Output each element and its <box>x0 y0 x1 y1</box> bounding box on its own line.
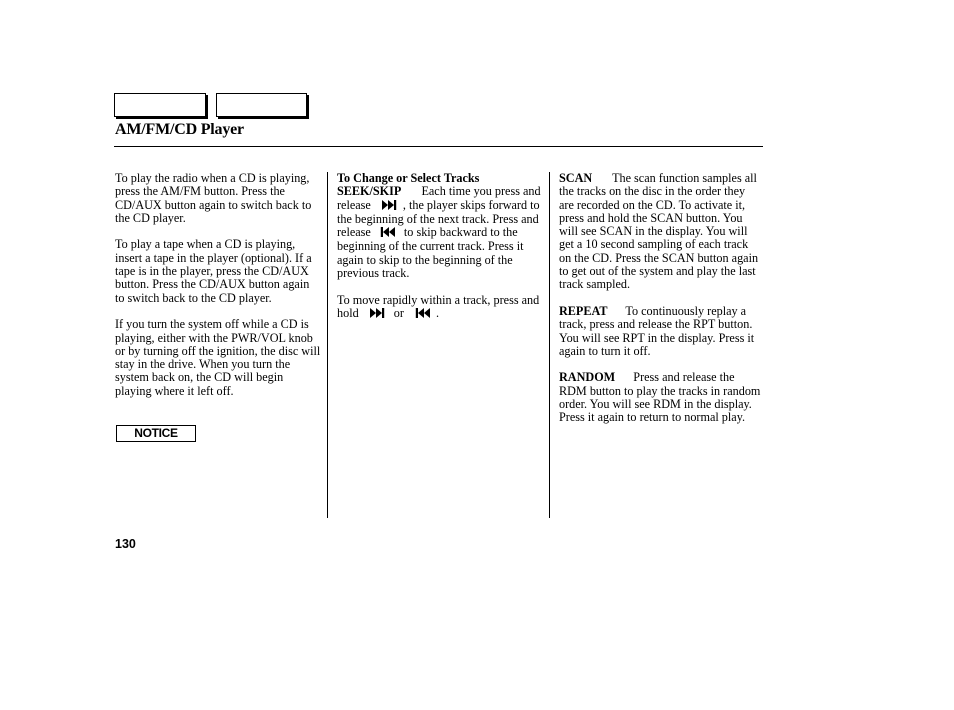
title-divider <box>114 146 763 147</box>
repeat-text: To continuously replay a track, press and release the RPT button. You will see RPT in the display. Press it again to turn it off. <box>559 303 755 358</box>
seek-text-3: to skip backward to the beginning of the current track. Press it again to skip to the beginning of the previous track. <box>337 225 524 281</box>
section-tab-1 <box>114 93 206 117</box>
skip-back-icon <box>415 308 430 321</box>
repeat-label: REPEAT <box>559 303 608 318</box>
radio-paragraph: To play the radio when a CD is playing, press the AM/FM button. Press the CD/AUX button again to switch back to the CD player. <box>115 171 312 225</box>
section-tab-2 <box>216 93 307 117</box>
scan-text: The scan function samples all the tracks on the disc in the order they are recorded on the CD. To activate it, press and hold the SCAN button. You will see SCAN in the display. You will get a 10 second sampling of each track on the CD. Press the SCAN button again to get out of the system and play the last track sampled. <box>559 171 759 292</box>
column-1 <box>115 172 321 411</box>
column-3 <box>559 172 763 438</box>
move-end: . <box>435 305 440 320</box>
scan-label: SCAN <box>559 171 593 185</box>
system-off-paragraph: If you turn the system off while a CD is playing, either with the PWR/VOL knob or by turning off the ignition, the disc will stay in the drive. When you turn the system back on, the CD will begin playing where it left off. <box>115 317 321 398</box>
skip-forward-icon <box>370 308 385 321</box>
skip-forward-icon <box>382 200 397 213</box>
column-2 <box>337 172 542 335</box>
column-divider-2 <box>549 172 550 518</box>
notice-label: NOTICE <box>116 425 196 442</box>
seek-text-2: , the player skips forward to the beginning of the next track. Press and release <box>337 197 540 240</box>
page-title: AM/FM/CD Player <box>115 121 244 138</box>
seek-skip-label: SEEK/SKIP <box>337 184 402 199</box>
tape-paragraph: To play a tape when a CD is playing, insert a tape in the player (optional). If a tape is in the player, press the CD/AUX button. Press the CD/AUX button again to switch back to the CD player. <box>115 237 312 305</box>
random-label: RANDOM <box>559 370 616 385</box>
page-number: 130 <box>115 537 136 551</box>
move-or: or <box>393 305 404 320</box>
column-divider-1 <box>327 172 328 518</box>
skip-back-icon <box>380 227 395 240</box>
move-text: To move rapidly within a track, press and hold <box>337 292 540 320</box>
seek-text-1: Each time you press and release <box>337 184 541 212</box>
random-text: Press and release the RDM button to play the tracks in random order. You will see RDM in the display. Press it again to return to normal play. <box>559 370 761 425</box>
tracks-heading: To Change or Select Tracks <box>337 171 480 185</box>
